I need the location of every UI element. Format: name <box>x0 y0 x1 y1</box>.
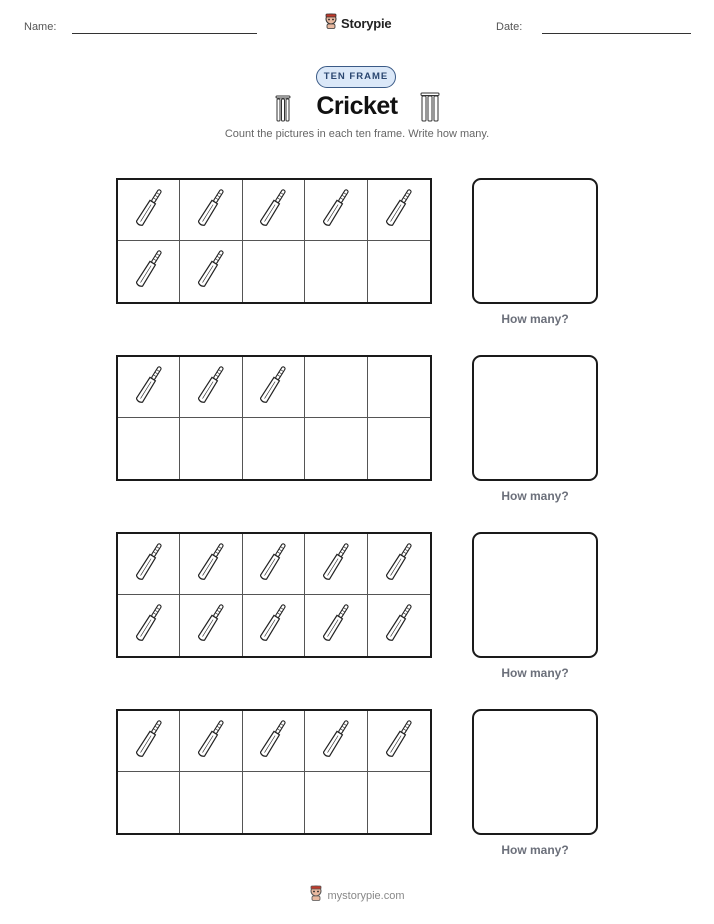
title-row <box>270 90 444 126</box>
frame-cell <box>368 534 430 595</box>
footer-url: mystorypie.com <box>327 889 405 902</box>
cricket-bat-icon <box>136 247 162 296</box>
frame-cell <box>243 595 305 656</box>
frame-cell <box>305 357 367 418</box>
footer <box>0 885 714 906</box>
cricket-bat-icon <box>198 717 224 766</box>
frame-cell <box>118 711 180 772</box>
cricket-bat-icon <box>323 717 349 766</box>
frame-cell <box>180 534 242 595</box>
cricket-bat-icon <box>386 601 412 650</box>
frame-cell <box>243 534 305 595</box>
name-line[interactable] <box>72 33 257 34</box>
page-title: Cricket <box>316 92 398 120</box>
cricket-bat-icon <box>198 601 224 650</box>
ten-frame <box>116 178 432 304</box>
frame-cell <box>180 595 242 656</box>
storypie-mascot-icon <box>309 885 323 906</box>
frame-cell <box>305 595 367 656</box>
frame-cell <box>180 180 242 241</box>
frame-cell <box>368 772 430 833</box>
ten-frame <box>116 355 432 481</box>
frame-cell <box>180 418 242 479</box>
frame-cell <box>118 241 180 302</box>
frame-cell <box>368 418 430 479</box>
frame-cell <box>243 241 305 302</box>
cricket-bat-icon <box>323 601 349 650</box>
instructions: Count the pictures in each ten frame. Write how many. <box>224 128 490 140</box>
cricket-bat-icon <box>136 186 162 235</box>
cricket-bat-icon <box>260 601 286 650</box>
how-many-label: How many? <box>501 312 569 326</box>
worksheet-header <box>0 0 714 50</box>
frame-cell <box>180 772 242 833</box>
cricket-bat-icon <box>198 186 224 235</box>
how-many-label: How many? <box>501 843 569 857</box>
frame-cell <box>305 534 367 595</box>
answer-box[interactable] <box>472 532 598 658</box>
cricket-bat-icon <box>136 540 162 589</box>
frame-cell <box>180 241 242 302</box>
ten-frame <box>116 532 432 658</box>
frame-cell <box>118 357 180 418</box>
brand-name: Storypie <box>341 16 392 31</box>
frame-cell <box>368 357 430 418</box>
cricket-bat-icon <box>198 363 224 412</box>
frame-cell <box>118 418 180 479</box>
frame-cell <box>305 241 367 302</box>
frame-cell <box>118 534 180 595</box>
cricket-bat-icon <box>323 186 349 235</box>
answer-box[interactable] <box>472 709 598 835</box>
frame-cell <box>243 180 305 241</box>
frame-cell <box>305 418 367 479</box>
frame-cell <box>368 711 430 772</box>
answer-box[interactable] <box>472 355 598 481</box>
cricket-bat-icon <box>136 363 162 412</box>
cricket-bat-icon <box>323 540 349 589</box>
ten-frame-badge: TEN FRAME <box>316 66 396 88</box>
frame-cell <box>118 772 180 833</box>
storypie-mascot-icon <box>324 13 338 34</box>
frame-cell <box>243 772 305 833</box>
cricket-bat-icon <box>260 717 286 766</box>
cricket-bat-icon <box>260 186 286 235</box>
frame-cell <box>243 711 305 772</box>
ten-frame <box>116 709 432 835</box>
frame-cell <box>243 357 305 418</box>
frame-cell <box>368 180 430 241</box>
frame-cell <box>118 595 180 656</box>
cricket-bat-icon <box>386 540 412 589</box>
frame-cell <box>118 180 180 241</box>
cricket-bat-icon <box>386 717 412 766</box>
cricket-bat-icon <box>136 601 162 650</box>
date-label: Date: <box>496 21 523 33</box>
frame-cell <box>305 772 367 833</box>
frame-cell <box>305 180 367 241</box>
answer-box[interactable] <box>472 178 598 304</box>
cricket-bat-icon <box>386 186 412 235</box>
cricket-bat-icon <box>260 540 286 589</box>
cricket-bat-icon <box>198 247 224 296</box>
cricket-bat-icon <box>198 540 224 589</box>
cricket-bat-icon <box>260 363 286 412</box>
frame-cell <box>243 418 305 479</box>
wicket-icon <box>275 94 291 127</box>
frame-cell <box>305 711 367 772</box>
cricket-bat-icon <box>136 717 162 766</box>
brand-logo <box>324 13 391 34</box>
frame-cell <box>180 711 242 772</box>
how-many-label: How many? <box>501 489 569 503</box>
name-label: Name: <box>24 21 57 33</box>
frame-cell <box>368 241 430 302</box>
frame-cell <box>368 595 430 656</box>
how-many-label: How many? <box>501 666 569 680</box>
date-line[interactable] <box>542 33 691 34</box>
frame-cell <box>180 357 242 418</box>
wicket-icon <box>420 92 440 127</box>
